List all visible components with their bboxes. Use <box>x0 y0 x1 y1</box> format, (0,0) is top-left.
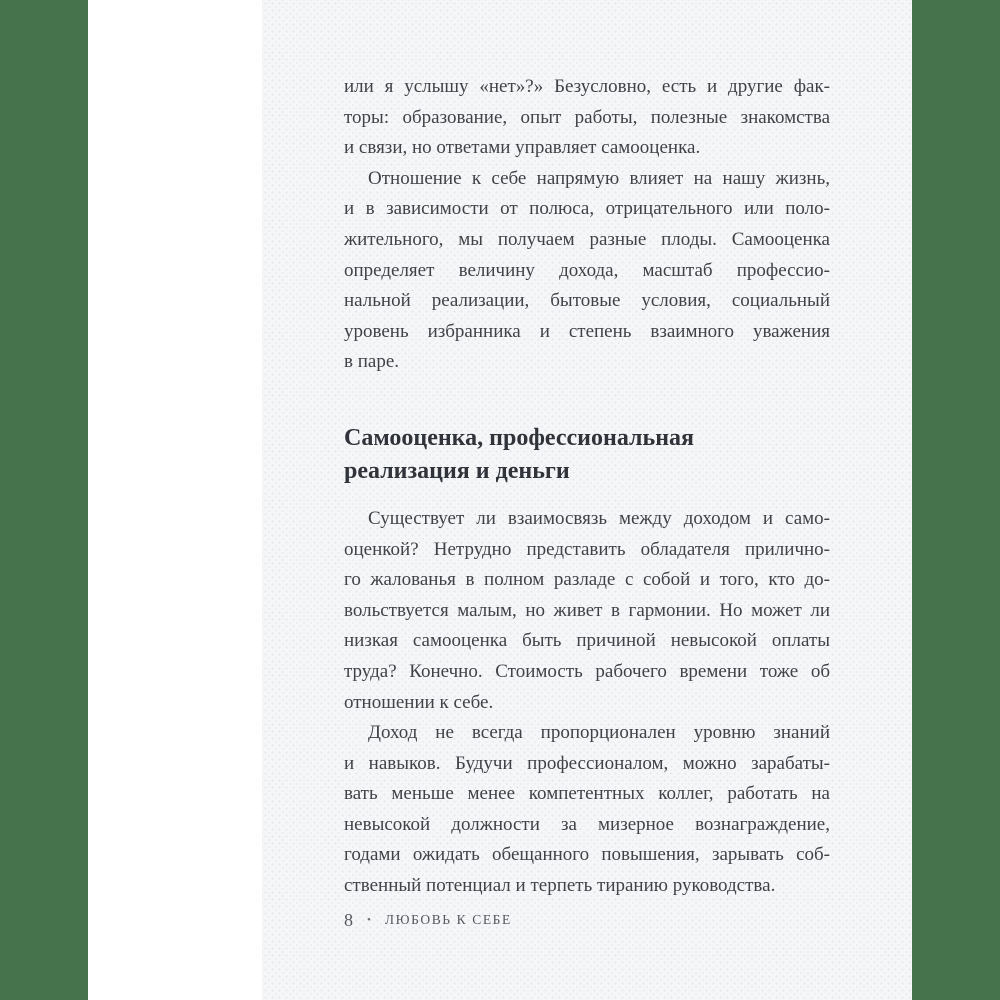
paragraph <box>344 164 830 378</box>
text-line: уровень избранника и степень взаимного уважения <box>344 320 830 342</box>
text-line: и в зависимости от полюса, отрицательного или поло- <box>344 198 830 220</box>
text-line: определяет величину дохода, масштаб профессио- <box>344 259 830 281</box>
paragraph <box>344 504 830 718</box>
text-line: и связи, но ответами управляет самооценка. <box>344 137 701 159</box>
page-footer <box>344 910 512 930</box>
text-line: отношении к себе. <box>344 691 494 713</box>
text-line: невысокой должности за мизерное вознаграждение, <box>344 813 830 835</box>
text-line: Доход не всегда пропорционален уровню знаний <box>368 722 830 744</box>
right-green-panel <box>912 0 1000 1000</box>
text-line: жительного, мы получаем разные плоды. Самооценка <box>344 228 830 250</box>
text-line: в паре. <box>344 351 400 373</box>
text-line: труда? Конечно. Стоимость рабочего времени тоже об <box>344 660 830 682</box>
text-line: и навыков. Будучи профессионалом, можно зарабаты- <box>344 752 830 774</box>
footer-separator: • <box>367 914 371 926</box>
left-green-panel <box>0 0 88 1000</box>
text-line: Отношение к себе напрямую влияет на нашу жизнь, <box>368 167 830 189</box>
text-line: оценкой? Нетрудно представить обладателя прилично- <box>344 538 830 560</box>
text-line: го жалованья в полном разладе с собой и того, кто до- <box>344 569 830 591</box>
page-content <box>344 72 830 902</box>
heading-line: реализация и деньги <box>344 457 570 484</box>
text-line: низкая самооценка быть причиной невысокой оплаты <box>344 630 830 652</box>
text-line: торы: образование, опыт работы, полезные знакомства <box>344 106 830 128</box>
text-line: вольствуется малым, но живет в гармонии. Но может ли <box>344 599 830 621</box>
paragraph <box>344 72 830 164</box>
section-heading <box>344 422 830 488</box>
text-line: ственный потенциал и терпеть тиранию руководства. <box>344 875 776 897</box>
book-page <box>262 0 912 1000</box>
heading-line: Самооценка, профессиональная <box>344 424 695 451</box>
text-line: нальной реализации, бытовые условия, социальный <box>344 290 830 312</box>
paragraph <box>344 718 830 902</box>
text-line: годами ожидать обещанного повышения, зарывать соб- <box>344 844 830 866</box>
running-title: ЛЮБОВЬ К СЕБЕ <box>384 912 512 927</box>
text-line: Существует ли взаимосвязь между доходом и само- <box>368 507 830 529</box>
text-line: или я услышу «нет»?» Безусловно, есть и другие фак- <box>344 76 830 97</box>
text-line: вать меньше менее компетентных коллег, работать на <box>344 783 830 805</box>
page-number: 8 <box>344 910 353 930</box>
